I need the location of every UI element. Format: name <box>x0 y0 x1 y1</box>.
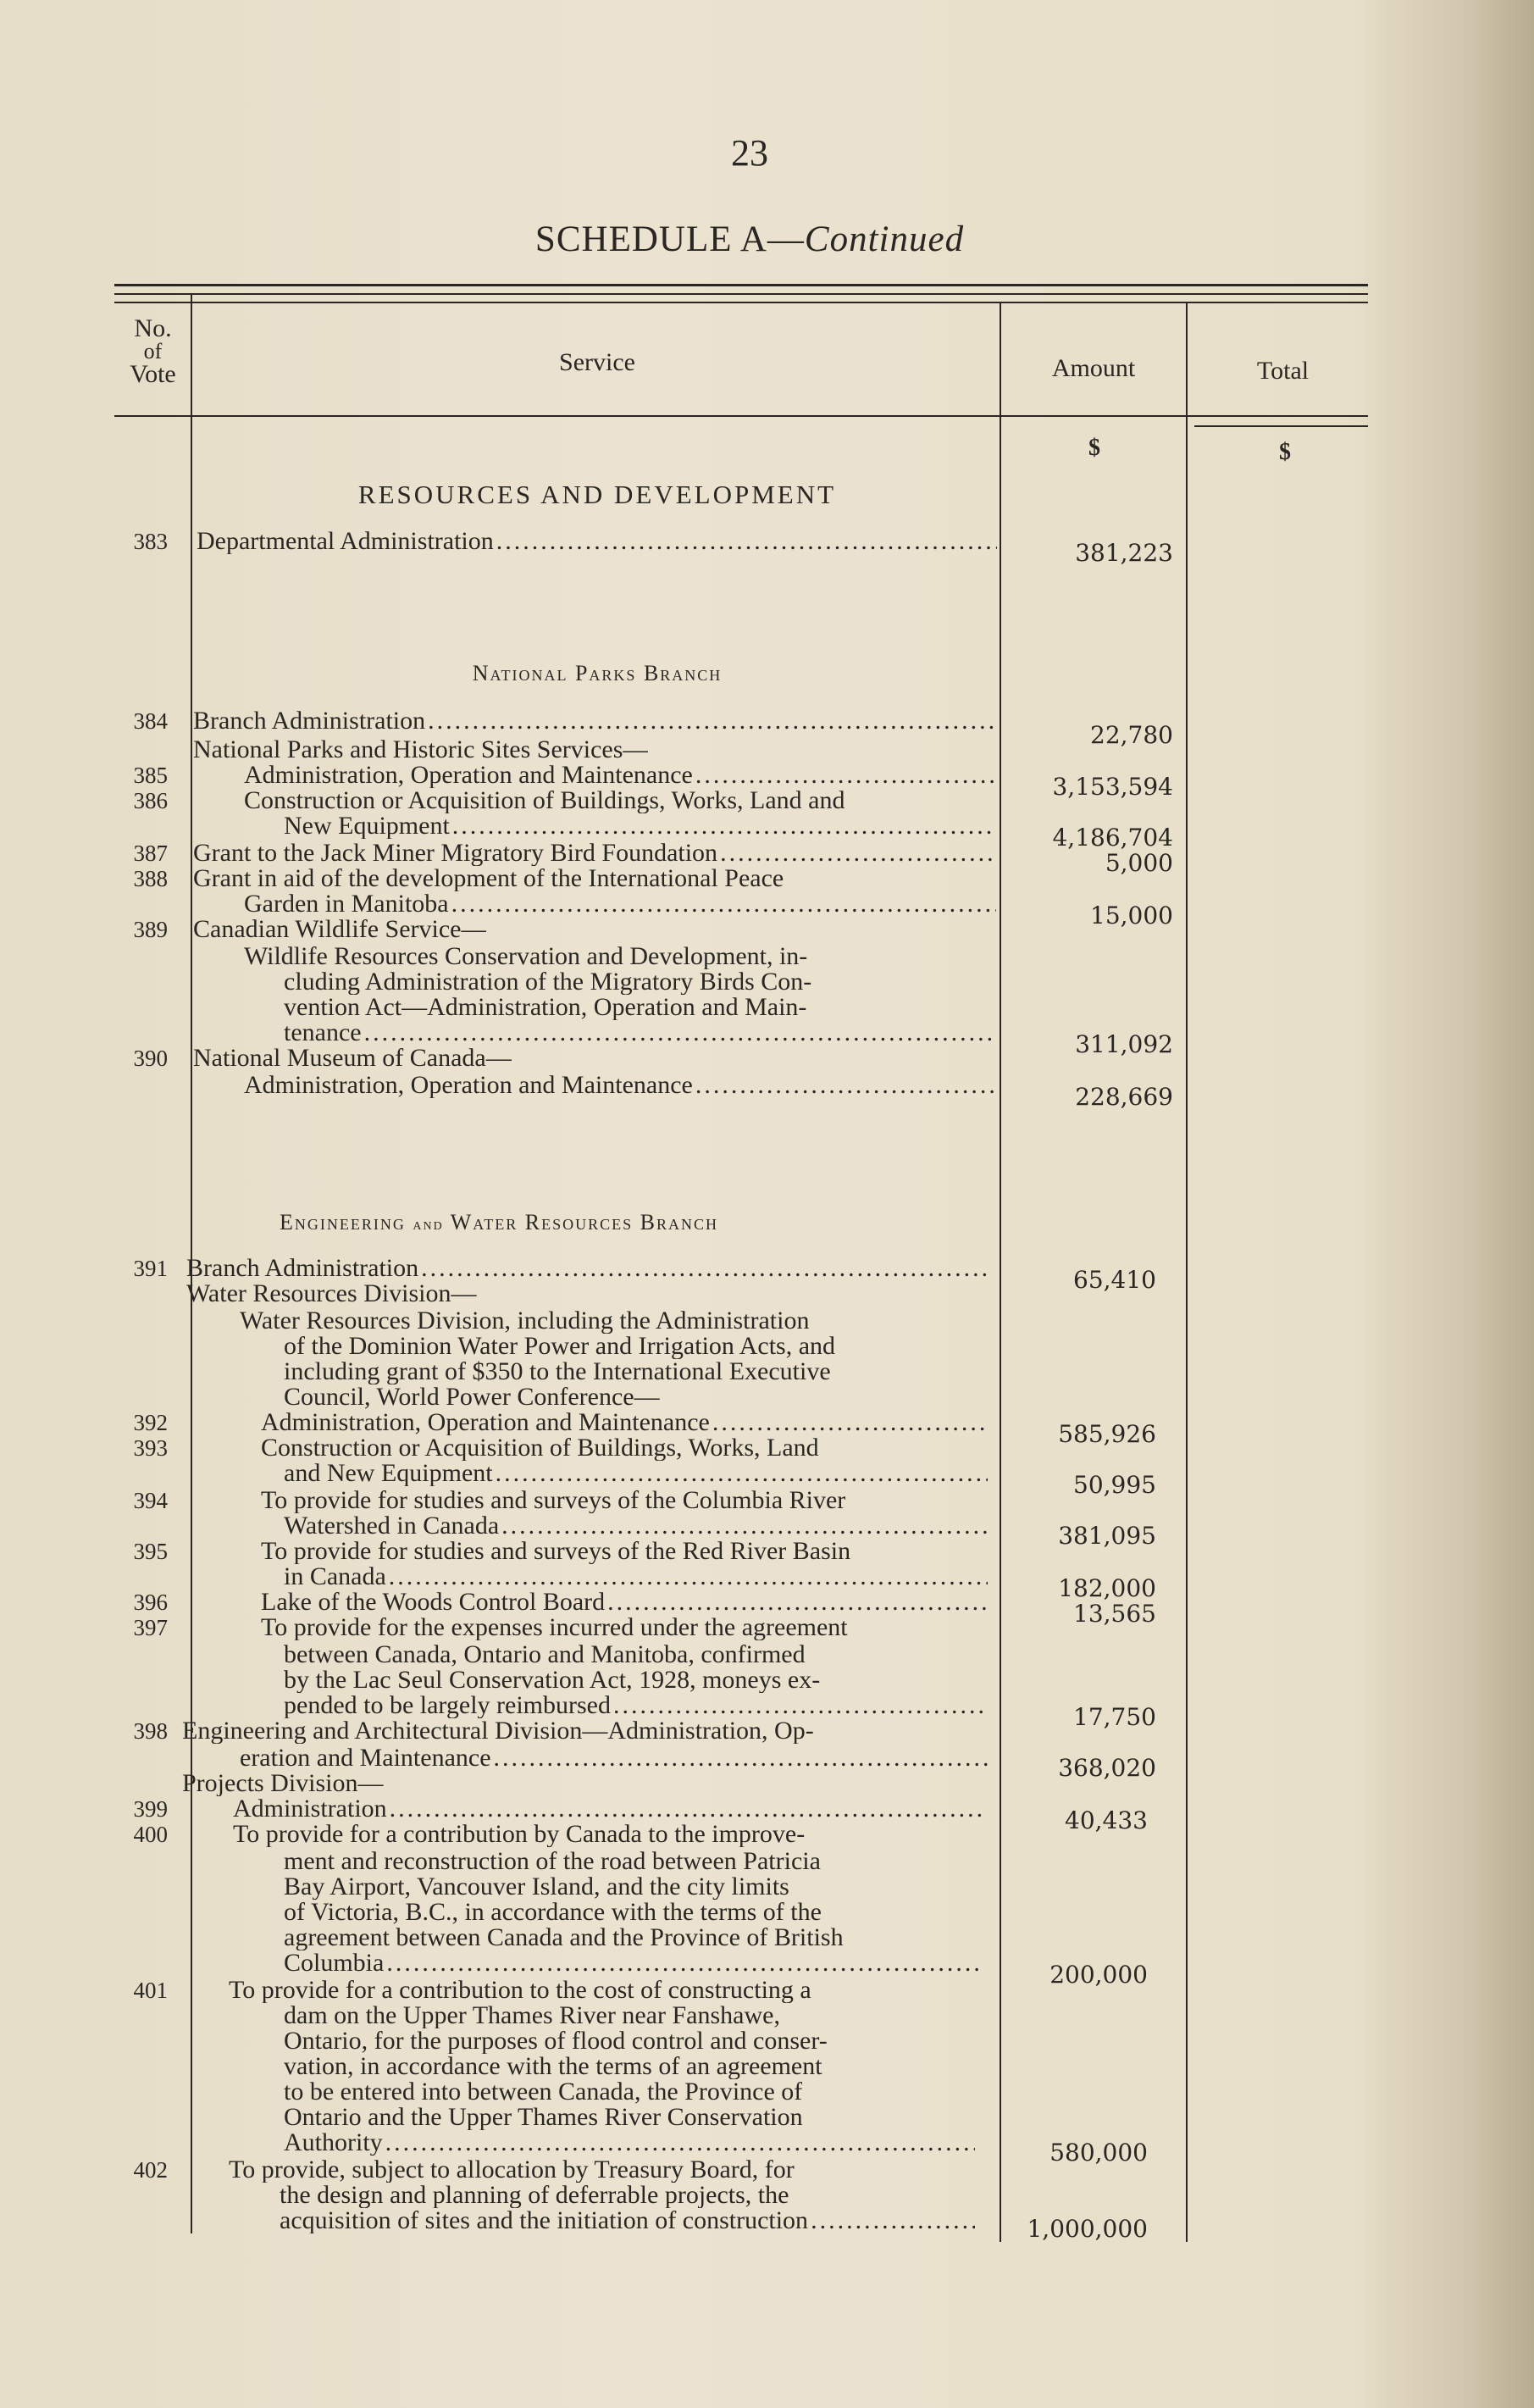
line-401c: Ontario, for the purposes of flood control and conser- <box>284 2028 828 2054</box>
vote-394: 394 <box>133 1488 168 1513</box>
line-397d: pended to be largely reimbursed ..... <box>284 1693 988 1718</box>
line-401b: dam on the Upper Thames River near Fanshawe, <box>284 2003 780 2028</box>
amount-399: 40,433 <box>1065 1806 1148 1834</box>
line-389b: cluding Administration of the Migratory Birds Con- <box>284 969 812 995</box>
line-402a: To provide, subject to allocation by Treasury Board, for <box>229 2157 795 2183</box>
vote-384: 384 <box>133 708 168 734</box>
line-389a: Wildlife Resources Conservation and Development, in- <box>244 944 808 969</box>
line-385: Administration, Operation and Maintenance ..... <box>244 763 996 788</box>
page-number: 23 <box>731 132 768 174</box>
schedule-title-main: SCHEDULE A— <box>534 219 805 259</box>
amount-386: 4,186,704 <box>1052 824 1173 852</box>
line-394b: Watershed in Canada ..... <box>284 1513 988 1539</box>
vote-392: 392 <box>133 1410 168 1435</box>
line-391d: of the Dominion Water Power and Irrigation Acts, and <box>284 1334 836 1359</box>
amount-column-rule-right <box>1186 302 1188 2242</box>
vote-391: 391 <box>133 1256 168 1281</box>
line-396: Lake of the Woods Control Board ..... <box>261 1590 988 1615</box>
line-401a: To provide for a contribution to the cost of constructing a <box>229 1978 811 2003</box>
line-393a: Construction or Acquisition of Buildings, Works, Land <box>261 1435 819 1461</box>
line-391f: Council, World Power Conference— <box>284 1384 660 1410</box>
vote-386: 386 <box>133 788 168 813</box>
header-no: No. <box>134 314 172 342</box>
header-service: Service <box>559 348 635 376</box>
line-391b: Water Resources Division— <box>186 1281 477 1307</box>
amount-390: 228,669 <box>1075 1083 1173 1111</box>
line-392: Administration, Operation and Maintenance ..... <box>261 1410 988 1435</box>
line-390: National Museum of Canada— <box>193 1046 512 1071</box>
line-390a: Administration, Operation and Maintenance ..... <box>244 1073 996 1098</box>
line-389c: vention Act—Administration, Operation and Main- <box>284 995 807 1020</box>
line-383: Departmental Administration ..... <box>197 529 997 554</box>
line-384: Branch Administration ..... <box>193 708 996 734</box>
line-400e: agreement between Canada and the Province of British <box>284 1925 844 1950</box>
amount-388: 15,000 <box>1090 902 1173 929</box>
header-bottom-rule <box>114 415 1368 417</box>
line-386b: New Equipment ..... <box>284 813 996 839</box>
line-388b: Garden in Manitoba ..... <box>244 891 996 917</box>
vote-397: 397 <box>133 1615 168 1640</box>
amount-401: 580,000 <box>1049 2139 1148 2167</box>
header-vote: Vote <box>130 360 176 388</box>
line-400d: of Victoria, B.C., in accordance with the terms of the <box>284 1900 822 1925</box>
line-395b: in Canada ..... <box>284 1564 988 1590</box>
amount-394: 381,095 <box>1058 1522 1156 1550</box>
line-386a: Construction or Acquisition of Buildings, Works, Land and <box>244 788 845 813</box>
line-398b: eration and Maintenance ..... <box>240 1745 988 1771</box>
section-title: RESOURCES AND DEVELOPMENT <box>357 480 837 509</box>
vote-385: 385 <box>133 763 168 788</box>
top-rule-thin <box>114 293 1368 295</box>
line-400b: ment and reconstruction of the road between Patricia <box>284 1849 821 1874</box>
header-total: Total <box>1256 357 1310 385</box>
line-401f: Ontario and the Upper Thames River Conservation <box>284 2105 803 2130</box>
amount-392: 585,926 <box>1058 1420 1156 1448</box>
vote-393: 393 <box>133 1435 168 1461</box>
amount-383: 381,223 <box>1075 539 1173 567</box>
line-387: Grant to the Jack Miner Migratory Bird Foundation ..... <box>193 841 996 866</box>
amount-397: 17,750 <box>1073 1703 1156 1731</box>
line-399h: Projects Division— <box>182 1771 384 1796</box>
vote-388: 388 <box>133 866 168 891</box>
amount-398: 368,020 <box>1058 1754 1156 1782</box>
amount-395: 182,000 <box>1058 1574 1156 1602</box>
vote-383: 383 <box>133 529 168 554</box>
header-amount: Amount <box>1051 354 1136 382</box>
amount-402: 1,000,000 <box>1027 2215 1148 2243</box>
line-394a: To provide for studies and surveys of the Columbia River <box>261 1488 846 1513</box>
line-402b: the design and planning of deferrable projects, the <box>280 2183 789 2208</box>
line-391e: including grant of $350 to the International Executive <box>284 1359 831 1384</box>
vote-396: 396 <box>133 1590 168 1615</box>
line-400a: To provide for a contribution by Canada to the improve- <box>233 1822 806 1847</box>
vote-401: 401 <box>133 1978 168 2003</box>
vote-399: 399 <box>133 1796 168 1822</box>
line-402c: acquisition of sites and the initiation of construction ..... <box>280 2208 975 2233</box>
header-bottom-rule-right <box>1194 425 1368 427</box>
line-401e: to be entered into between Canada, the Province of <box>284 2079 803 2105</box>
amount-unit: $ <box>1088 435 1100 461</box>
vote-390: 390 <box>133 1046 168 1071</box>
line-397a: To provide for the expenses incurred under the agreement <box>261 1615 848 1640</box>
vote-398: 398 <box>133 1718 168 1744</box>
amount-389: 311,092 <box>1075 1030 1173 1058</box>
amount-396: 13,565 <box>1073 1600 1156 1628</box>
top-rule-thick <box>114 284 1368 286</box>
line-393b: and New Equipment ..... <box>284 1461 988 1486</box>
subsection-national-parks: National Parks Branch <box>472 661 723 685</box>
amount-385: 3,153,594 <box>1052 773 1173 801</box>
schedule-title-italic: Continued <box>804 219 965 259</box>
vote-402: 402 <box>133 2157 168 2183</box>
line-397c: by the Lac Seul Conservation Act, 1928, moneys ex- <box>284 1667 821 1693</box>
vote-389: 389 <box>133 917 168 942</box>
line-388a: Grant in aid of the development of the International Peace <box>193 866 784 891</box>
amount-391: 65,410 <box>1073 1266 1156 1294</box>
header-no-of-vote <box>117 316 189 387</box>
amount-384: 22,780 <box>1090 721 1173 749</box>
line-384b: National Parks and Historic Sites Services— <box>193 737 649 763</box>
amount-400: 200,000 <box>1049 1961 1148 1989</box>
line-401d: vation, in accordance with the terms of an agreement <box>284 2054 822 2079</box>
amount-393: 50,995 <box>1073 1471 1156 1499</box>
subsection-engineering-water: Engineering and Water Resources Branch <box>280 1210 719 1235</box>
line-398a: Engineering and Architectural Division—Administration, Op- <box>182 1718 814 1744</box>
amount-387: 5,000 <box>1105 849 1173 877</box>
schedule-title <box>0 219 1499 260</box>
line-397b: between Canada, Ontario and Manitoba, confirmed <box>284 1642 806 1667</box>
header-of: of <box>143 339 163 363</box>
line-399: Administration ..... <box>233 1796 983 1822</box>
line-400c: Bay Airport, Vancouver Island, and the city limits <box>284 1874 789 1900</box>
top-rule-3 <box>114 302 1368 303</box>
vote-387: 387 <box>133 841 168 866</box>
line-401g: Authority ..... <box>284 2130 975 2156</box>
line-389: Canadian Wildlife Service— <box>193 917 487 942</box>
line-391c: Water Resources Division, including the Administration <box>240 1308 810 1334</box>
line-400f: Columbia ..... <box>284 1950 979 1976</box>
line-389d: tenance ..... <box>284 1020 996 1046</box>
vote-395: 395 <box>133 1539 168 1564</box>
total-unit: $ <box>1279 439 1291 465</box>
line-395a: To provide for studies and surveys of the Red River Basin <box>261 1539 851 1564</box>
line-391: Branch Administration ..... <box>186 1256 991 1281</box>
vote-400: 400 <box>133 1822 168 1847</box>
